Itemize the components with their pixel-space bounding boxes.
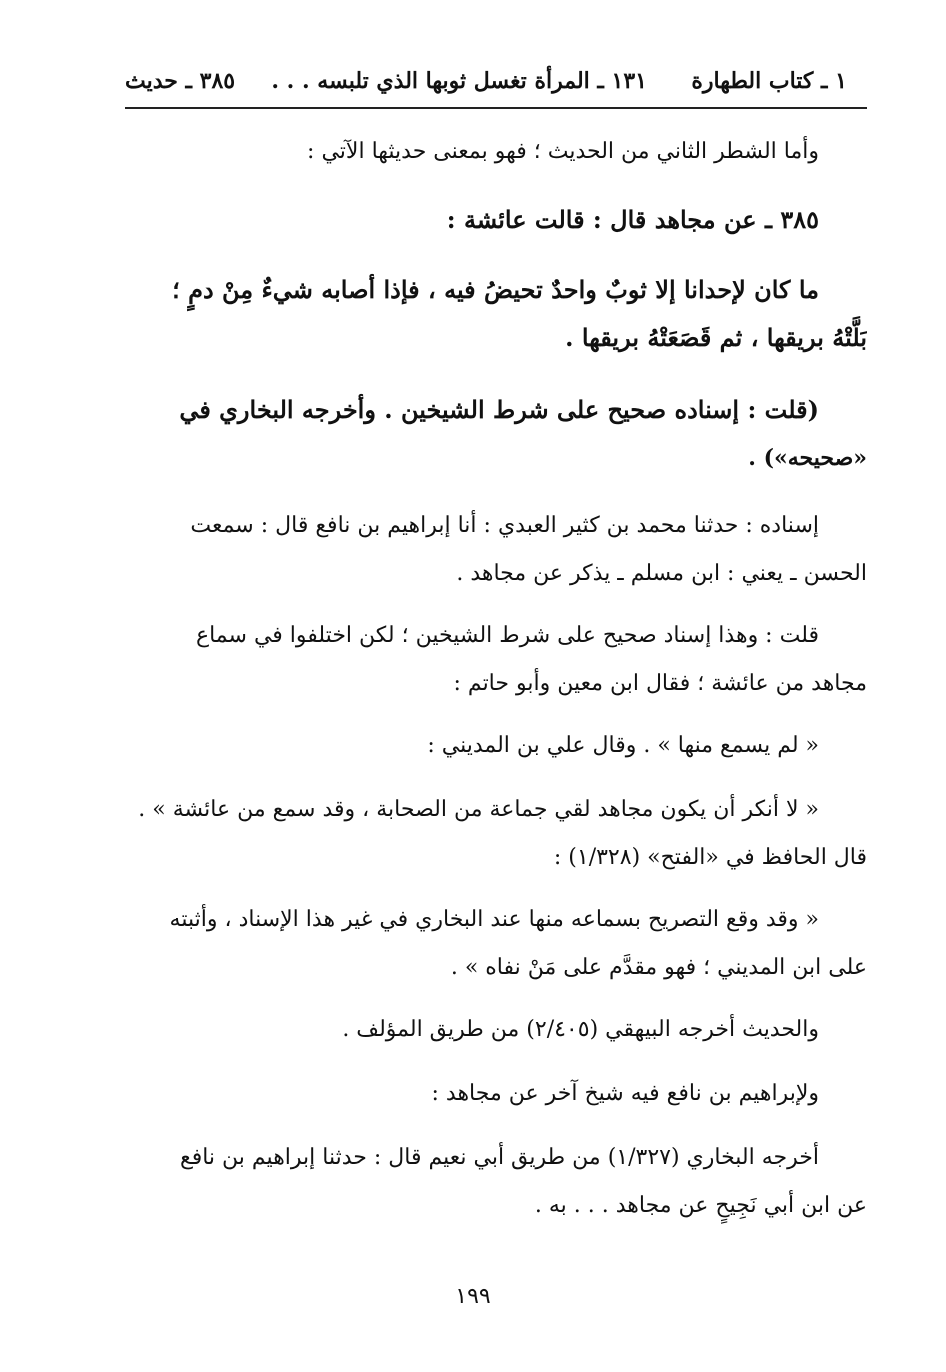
text-line: ولإبراهيم بن نافع فيه شيخ آخر عن مجاهد : [431,1081,819,1106]
text-line: « لا أنكر أن يكون مجاهد لقي جماعة من الصحابة ، وقد سمع من عائشة » . [138,797,819,822]
text-line: ما كان لإحدانا إلا ثوبٌ واحدٌ تحيضُ فيه ، فإذا أصابه شيءٌ مِنْ دمٍ ؛ [172,275,819,304]
header-chapter: ١ ـ كتاب الطهارة [691,68,847,94]
header-rule [125,107,867,109]
text-line: والحديث أخرجه البيهقي (٢/٤٠٥) من طريق المؤلف . [342,1017,819,1042]
paragraph-quote-3 [125,896,867,992]
paragraph-intro [125,128,867,176]
running-header [125,68,847,102]
text-line: إسناده : حدثنا محمد بن كثير العبدي : أنا إبراهيم بن نافع قال : سمعت [190,513,819,538]
text-line: « وقد وقع التصريح بسماعه منها عند البخاري في غير هذا الإسناد ، وأثبته [169,907,819,932]
paragraph-other-shaykh [125,1070,867,1118]
paragraph-quote-2 [125,786,867,882]
grading-note [125,386,867,482]
hadith-heading [125,196,867,244]
text-line: قال الحافظ في «الفتح» (١/٣٢٨) : [553,845,867,870]
paragraph-comment [125,612,867,708]
text-line: « لم يسمع منها » . وقال علي بن المديني : [427,733,819,758]
header-section: ١٣١ ـ المرأة تغسل ثوبها الذي تلبسه . . . [271,68,647,94]
text-line: الحسن ـ يعني : ابن مسلم ـ يذكر عن مجاهد . [456,561,867,586]
text-line: وأما الشطر الثاني من الحديث ؛ فهو بمعنى حديثها الآتي : [307,139,819,164]
text-line: على ابن المديني ؛ فهو مقدَّم على مَنْ نفاه » . [450,955,867,980]
text-line: «صحيحه») . [748,445,867,471]
hadith-number-line: ٣٨٥ ـ عن مجاهد قال : قالت عائشة : [446,205,819,234]
hadith-matn [125,266,867,362]
header-hadith-number: ٣٨٥ ـ حديث [125,68,236,94]
text-line: قلت : وهذا إسناد صحيح على شرط الشيخين ؛ لكن اختلفوا في سماع [195,623,819,648]
paragraph-isnad [125,502,867,598]
text-line: عن ابن أبي نَجِيحٍ عن مجاهد . . . به . [534,1193,867,1218]
text-line: مجاهد من عائشة ؛ فقال ابن معين وأبو حاتم : [453,671,867,696]
text-line: أخرجه البخاري (١/٣٢٧) من طريق أبي نعيم قال : حدثنا إبراهيم بن نافع [180,1145,819,1170]
paragraph-bukhari [125,1134,867,1230]
text-line: بَلَّتْهُ بريقها ، ثم قَصَعَتْهُ بريقها . [565,323,867,352]
paragraph-bayhaqi [125,1006,867,1054]
paragraph-quote-1 [125,722,867,770]
page-number: ١٩٩ [455,1284,491,1309]
text-line: (قلت : إسناده صحيح على شرط الشيخين . وأخرجه البخاري في [179,395,819,424]
